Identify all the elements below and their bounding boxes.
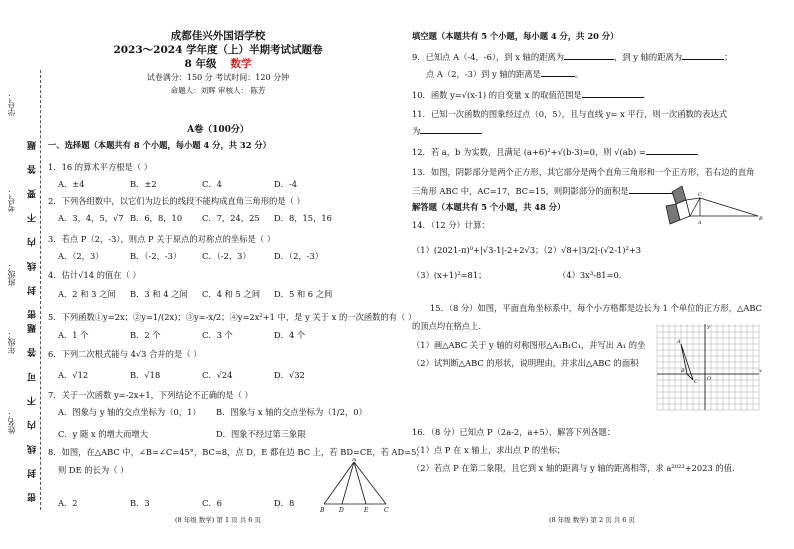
q15-part1: （1）画△ABC 关于 y 轴的对称图形△A₁B₁C₁，并写出 A₁ 的坐: [412, 340, 646, 350]
q6-opt-b: B．√18: [130, 370, 161, 380]
margin-field-grade: 年级：: [7, 330, 16, 354]
q3-opt-a: A．（2，3）: [58, 251, 104, 261]
q5-opt-d: D．4 个: [274, 330, 306, 340]
q3-stem: 3．若点 P（2，-3），则点 P 关于原点的对称点的坐标是（ ）: [48, 234, 276, 244]
q3-opt-c: C．（-2，3）: [202, 251, 251, 261]
q6-opt-d: D．√32: [274, 370, 305, 380]
score-time: 试卷满分：150 分 考试时间：120 分钟: [146, 73, 290, 82]
q3-opt-d: D．（2，-3）: [274, 251, 324, 261]
q15-grid-figure: [655, 322, 763, 412]
q15-label-c: C: [694, 379, 698, 385]
q1-opt-b: B．±2: [130, 179, 157, 189]
q2-opt-d: D．8，15，16: [274, 213, 332, 223]
q2-opt-b: B．6，8，10: [130, 213, 183, 223]
q14-part1-2: （1）(2021-π)⁰+|√3-1|-2+2√3；（2）√8+|3/2|-(√2-1)²+3: [412, 245, 642, 255]
q4-opt-b: B．3 和 4 之间: [130, 289, 188, 299]
section-a-title: A卷（100分）: [187, 125, 249, 135]
q8-stem-line1: 8．如图，在△ABC 中，∠B=∠C=45°，BC=8，点 D，E 都在边 BC 上，若 BD=CE，若 AD=5，: [48, 447, 425, 457]
q5-opt-c: C．3 个: [202, 330, 233, 340]
right-column: [412, 0, 772, 549]
subject-label: 数学: [230, 58, 252, 70]
q15-axis-x: x: [759, 368, 762, 374]
q4-opt-d: D．5 和 6 之间: [274, 289, 333, 299]
q15-label-b: B: [681, 368, 685, 374]
q2-options: [58, 214, 332, 224]
q11-line1: 11．已知一次函数的图象经过点（0，5），且与直线 y= x 平行，则一次函数的表达式: [412, 109, 727, 119]
q7-stem: 7．关于一次函数 y=-2x+1，下列结论不正确的是（ ）: [48, 390, 253, 400]
margin-field-student-no: 学号：: [7, 92, 16, 116]
q16-part2: （2）若点 P 在第二象限，且它到 x 轴的距离与 y 轴的距离相等，求 a²⁰²³+2023 的值.: [412, 463, 735, 473]
margin-field-class: 班级：: [7, 262, 16, 286]
q2-opt-c: C．7，24，25: [202, 213, 260, 223]
q11-line2: 为: [412, 126, 482, 137]
q13-line2: 三角形 ABC 中，AC=17，BC=15，则阴影部分的面积是: [412, 186, 673, 197]
q2-stem: 2．下列各组数中，以它们为边长的线段不能构成直角三角形的是（ ）: [48, 196, 305, 206]
q15-axis-y: y: [707, 324, 710, 330]
q8-options: [58, 499, 294, 509]
seal-warning-bottom: 密 封 线 内 不 可 答 题: [28, 318, 38, 502]
q15-origin: O: [707, 376, 712, 382]
q7-options-row1: [58, 408, 367, 418]
q10-stem: 10．函数 y=√(x-1) 的自变量 x 的取值范围是: [412, 90, 644, 101]
margin-field-exam-no: 考号：: [7, 188, 16, 212]
q14-part4: （4）3x³-81=0.: [558, 270, 622, 280]
seal-line: [40, 70, 41, 510]
q15-line1: 15．（8 分）如图，平面直角坐标系中，每个小方格都是边长为 1 个单位的正方形，△ABC: [430, 303, 762, 313]
q4-options: [58, 290, 332, 300]
left-column: [48, 0, 425, 549]
part1-title: 一、选择题（本题共有 8 个小题，每小题 4 分，共 32 分）: [48, 140, 271, 150]
q4-stem: 4．估计√14 的值在（ ）: [48, 270, 141, 280]
q13-squares-figure: [660, 184, 768, 232]
school-name: 成都佳兴外国语学校: [170, 30, 266, 42]
q4-opt-c: C．4 和 5 之间: [202, 289, 261, 299]
q7-opt-c: C．y 随 x 的增大而增大: [58, 429, 149, 439]
q13-line1: 13．如图，阴影部分是两个正方形，其它部分是两个直角三角形和一个正方形，若右边的直角: [412, 167, 755, 177]
q7-opt-b: B．图象与 x 轴的交点坐标为（1/2，0）: [216, 407, 367, 417]
q3-opt-b: B．（-2，-3）: [130, 251, 182, 261]
q9-line1: 9．已知点 A（-4，-6），到 x 轴的距离为 ，到 y 轴的距离为 ；: [412, 52, 733, 62]
q8-label-e: E: [364, 507, 369, 514]
q12-stem: 12．若 a，b 为实数，且满足 (a+6)²+√(b-3)=0，则 √(ab) =: [412, 147, 698, 158]
q3-options: [58, 252, 323, 262]
q13-label-b: B: [759, 216, 763, 222]
q7-opt-d: D．图象不经过第三象限: [216, 429, 306, 439]
part3-title: 解答题（本题共有 5 个小题，共 48 分）: [412, 202, 566, 212]
right-footer: (8 年级 数学) 第 2 页 共 6 页: [548, 516, 635, 524]
q8-triangle-figure: [318, 458, 393, 516]
part2-title: 填空题（本题共有 5 个小题，每小题 4 分，共 20 分）: [412, 31, 619, 41]
q15-line2: 的顶点均在格点上.: [412, 321, 482, 331]
q8-label-d: D: [339, 507, 344, 514]
q1-options: [58, 180, 297, 190]
q2-opt-a: A．3，4，5，√7: [58, 213, 124, 223]
q1-opt-d: D．-4: [274, 179, 298, 189]
q8-label-c: C: [384, 507, 389, 514]
seal-warning-top: 密 封 线 内 不 要 答 题: [28, 135, 38, 319]
q14-stem: 14．（12 分）计算：: [412, 220, 490, 230]
q6-options: [58, 371, 305, 381]
left-footer: (8 年级 数学) 第 1 页 共 6 页: [174, 516, 261, 524]
q5-opt-b: B．2 个: [130, 330, 161, 340]
grade-label: 8 年级: [184, 58, 217, 70]
q8-opt-c: C．6: [202, 498, 222, 508]
q16-stem: 16．（8 分）已知点 P（2a-2，a+5），解答下列各题：: [412, 427, 616, 437]
q5-stem: 5．下列函数①y=2x；②y=1/(2x)；③y=-x/2；④y=2x²+1 中，是 y 关于 x 的一次函数的有（ ）: [48, 312, 417, 322]
q9-line2: 点 A（2，-3）到 y 轴的距离是 。: [426, 69, 584, 79]
q13-label-a: A: [698, 220, 702, 226]
margin-field-name: 姓名：: [7, 410, 16, 434]
q8-label-b: B: [320, 507, 325, 514]
q6-opt-c: C．√24: [202, 370, 233, 380]
q6-stem: 6．下列二次根式能与 4√3 合并的是（ ）: [48, 349, 202, 359]
q8-opt-a: A．2: [58, 498, 78, 508]
binding-margin: [0, 0, 44, 549]
q8-opt-d: D．8: [274, 498, 295, 508]
q6-opt-a: A．√12: [58, 370, 89, 380]
grade-subject: [48, 58, 388, 71]
q5-opt-a: A．1 个: [58, 330, 89, 340]
q8-opt-b: B．3: [130, 498, 150, 508]
q4-opt-a: A．2 和 3 之间: [58, 289, 116, 299]
q1-stem: 1．16 的算术平方根是（ ）: [48, 162, 153, 172]
q15-part2: （2）试判断△ABC 的形状，说明理由，并求出△ABC 的面积: [412, 358, 639, 368]
q7-opt-a: A．图象与 y 轴的交点坐标为（0，1）: [58, 407, 201, 417]
q1-opt-c: C．4: [202, 179, 222, 189]
q8-stem-line2: 则 DE 的长为（ ）: [58, 465, 129, 475]
q5-options: [58, 331, 305, 341]
q16-part1: （1）点 P 在 x 轴上，求出点 P 的坐标；: [412, 445, 566, 455]
exam-title: 2023～2024 学年度（上）半期考试试题卷: [113, 44, 323, 56]
q8-label-a: A: [352, 458, 357, 463]
q15-label-a: A: [677, 339, 681, 345]
q13-label-c: C: [698, 192, 702, 198]
q14-part3: （3）(x+1)²=81；: [412, 270, 487, 280]
q7-options-row2: [58, 430, 306, 440]
q1-opt-a: A．±4: [58, 179, 85, 189]
authors: 命题人：刘辉 审核人： 陈芳: [170, 86, 266, 95]
